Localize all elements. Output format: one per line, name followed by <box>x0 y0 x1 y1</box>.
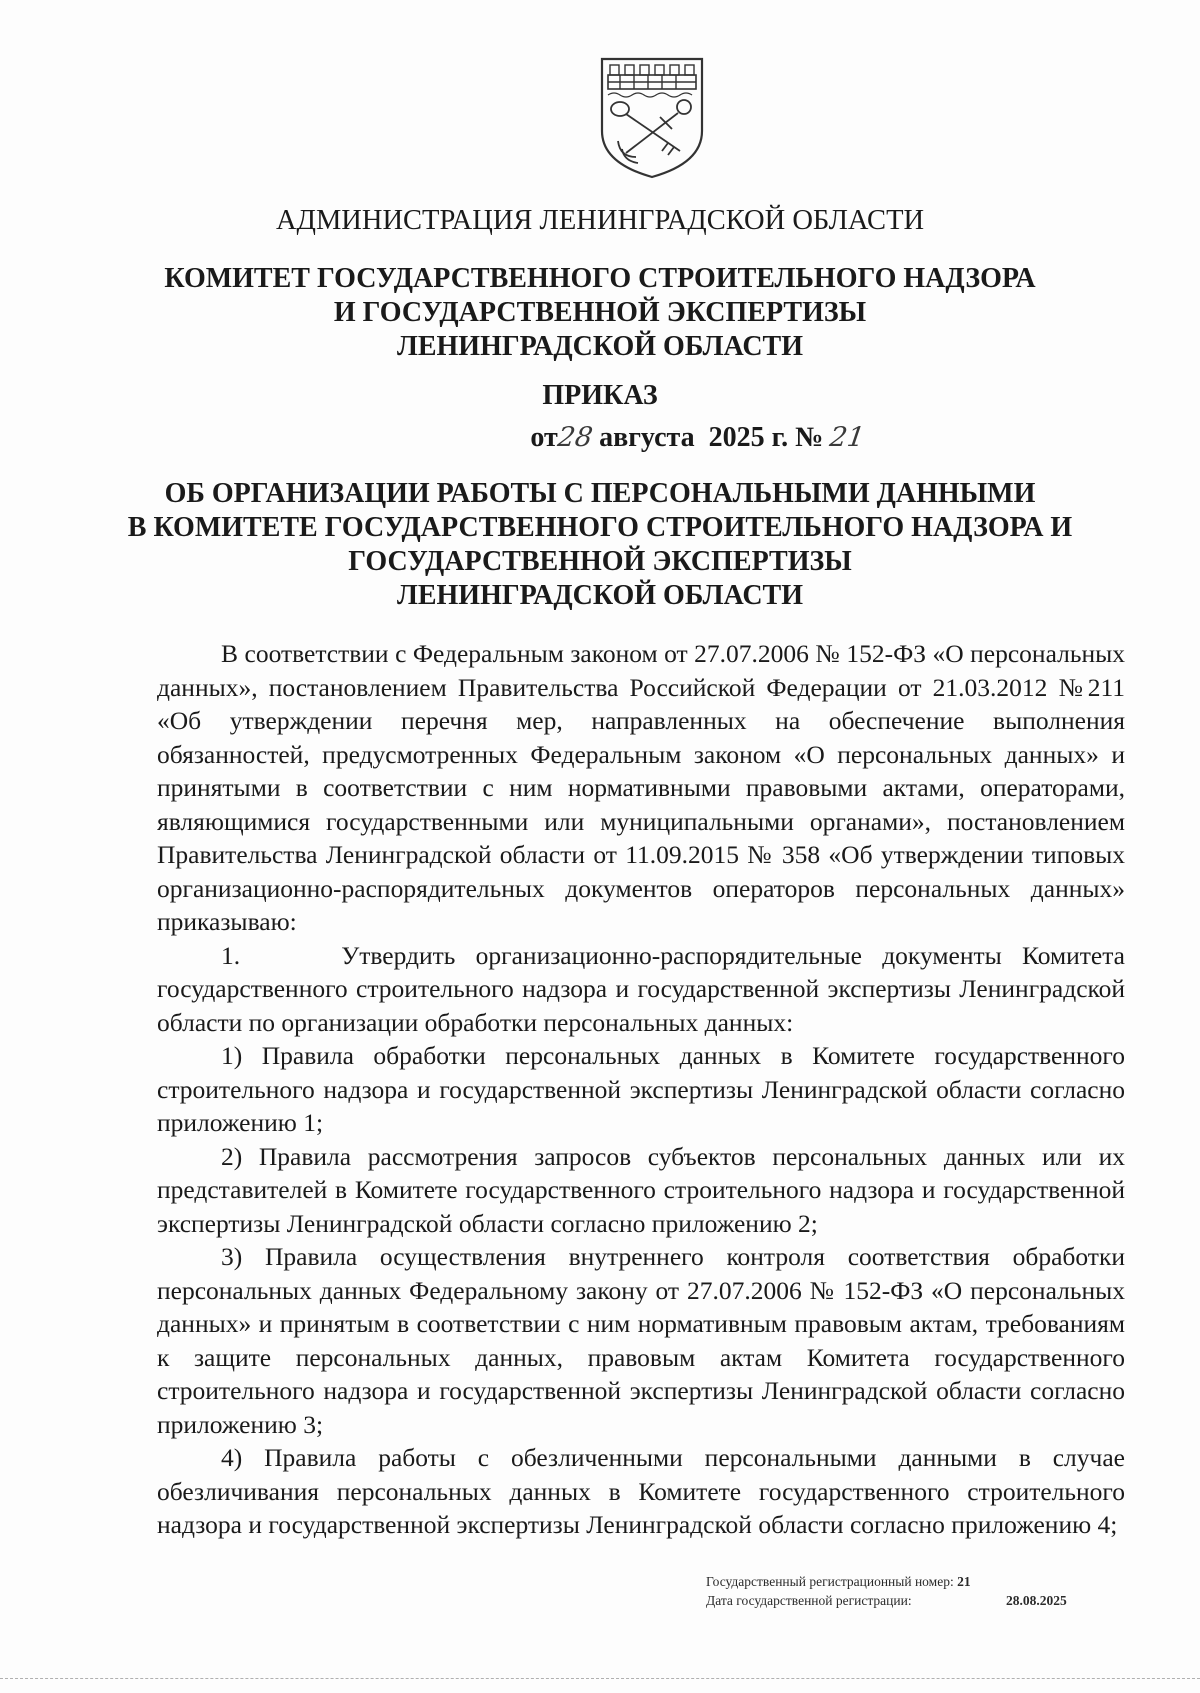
committee-title-line: И ГОСУДАРСТВЕННОЙ ЭКСПЕРТИЗЫ <box>333 297 867 328</box>
coat-of-arms-icon <box>598 55 706 181</box>
registration-number-value: 21 <box>957 1574 971 1589</box>
committee-title-line: ЛЕНИНГРАДСКОЙ ОБЛАСТИ <box>396 331 804 362</box>
order-date-rest: августа 2025 г. № <box>592 422 831 453</box>
committee-title-line: КОМИТЕТ ГОСУДАРСТВЕННОГО СТРОИТЕЛЬНОГО НАДЗОРА <box>164 263 1036 294</box>
registration-date-row <box>706 1591 1096 1610</box>
registration-date-value: 28.08.2025 <box>1006 1593 1067 1608</box>
subject-line: ОБ ОРГАНИЗАЦИИ РАБОТЫ С ПЕРСОНАЛЬНЫМИ ДАННЫМИ <box>164 478 1036 509</box>
subitem-1-paragraph: 1) Правила обработки персональных данных в Комитете государственного строительного надзора и государственной экспертизы Ленинградской области согласно приложению 1; <box>157 1041 1125 1137</box>
subject-line: ГОСУДАРСТВЕННОЙ ЭКСПЕРТИЗЫ <box>348 546 852 577</box>
page-bottom-divider <box>0 1678 1200 1679</box>
registration-stamp <box>706 1572 1096 1610</box>
registration-date-label: Дата государственной регистрации: <box>706 1593 912 1608</box>
administration-title: АДМИНИСТРАЦИЯ ЛЕНИНГРАДСКОЙ ОБЛАСТИ <box>275 205 925 236</box>
registration-number-label: Государственный регистрационный номер: <box>706 1574 954 1589</box>
order-day-handwritten: 28 <box>555 422 595 453</box>
subitem-4-paragraph: 4) Правила работы с обезличенными персональными данными в случае обезличивания персональных данных в Комитете государственного строительного надзора и государственной экспертизы Ленинградской области согласно приложению 4; <box>157 1443 1125 1539</box>
order-prefix: от <box>530 422 558 453</box>
subitem-3-paragraph: 3) Правила осуществления внутреннего контроля соответствия обработки персональных данных Федеральному закону от 27.07.2006 № 152-ФЗ «О персональных данных» и принятым в соответствии с ним нормативным правовым актам, требованиям к защите персональных данных, правовым актам Комитета государственного строительного надзора и государственной экспертизы Ленинградской области согласно приложению 3; <box>157 1242 1125 1439</box>
order-subject <box>0 477 1200 613</box>
preamble-paragraph: В соответствии с Федеральным законом от 27.07.2006 № 152-ФЗ «О персональных данных», постановлением Правительства Российской Федерации от 21.03.2012 №211 «Об утверждении перечня мер, направленных на обеспечение выполнения обязанностей, предусмотренных Федеральным законом «О персональных данных» и принятыми в соответствии с ним нормативными правовыми актами, операторами, являющимися государственными или муниципальными органами», постановлением Правительства Ленинградской области от 11.09.2015 № 358 «Об утверждении типовых организационно-распорядительных документов операторов персональных данных» приказываю: <box>157 639 1125 936</box>
committee-title <box>0 262 1200 364</box>
document-type: ПРИКАЗ <box>542 380 658 411</box>
order-body <box>157 637 1125 1542</box>
order-date-number <box>0 422 1200 454</box>
registration-number-row <box>706 1572 1096 1591</box>
subitem-2-paragraph: 2) Правила рассмотрения запросов субъектов персональных данных или их представителей в Комитете государственного строительного надзора и государственной экспертизы Ленинградской области согласно приложению 2; <box>157 1141 1125 1238</box>
order-number-handwritten: 21 <box>828 422 867 453</box>
subject-line: В КОМИТЕТЕ ГОСУДАРСТВЕННОГО СТРОИТЕЛЬНОГО НАДЗОРА И <box>127 512 1073 543</box>
subject-line: ЛЕНИНГРАДСКОЙ ОБЛАСТИ <box>396 580 804 611</box>
item-1-paragraph: 1. Утвердить организационно-распорядительные документы Комитета государственного строительного надзора и государственной экспертизы Ленинградской области по организации обработки персональных данных: <box>157 940 1125 1037</box>
